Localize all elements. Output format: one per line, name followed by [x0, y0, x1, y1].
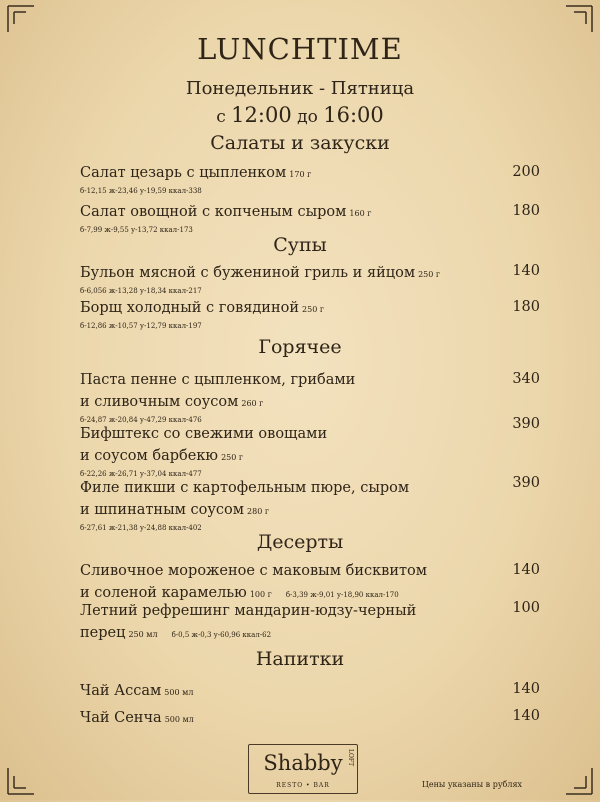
item-name-line1: Сливочное мороженое с маковым бисквитом	[80, 563, 428, 579]
item-weight: 500 мл	[164, 715, 194, 724]
item-name: Чай Сенча	[80, 710, 162, 726]
item-name-line2: и шпинатным соусом	[80, 502, 245, 518]
section-title-soups: Супы	[273, 234, 327, 256]
item-weight: 100 г	[249, 590, 272, 599]
item-price: 340	[512, 371, 540, 387]
hours-end: 16:00	[323, 103, 384, 127]
hours-start: 12:00	[231, 103, 292, 127]
item-weight: 160 г	[349, 209, 372, 218]
menu-item-caesar	[80, 162, 520, 196]
item-price: 140	[512, 708, 540, 724]
item-name-line2: и соусом барбекю	[80, 448, 219, 464]
menu-item-borscht	[80, 297, 520, 331]
item-weight: 250 г	[418, 270, 441, 279]
item-weight: 250 мл	[128, 630, 158, 639]
item-nutrition: б-22,26 ж-26,71 у-37,04 ккал-477	[80, 470, 202, 478]
item-nutrition: б-3,39 ж-9,01 у-18,90 ккал-170	[285, 591, 399, 599]
item-nutrition: б-6,056 ж-13,28 у-18,34 ккал-217	[80, 287, 202, 295]
section-title-desserts: Десерты	[256, 531, 344, 553]
item-name-line1: Летний рефрешинг мандарин-юдзу-черный	[80, 603, 417, 619]
item-name-line2: перец	[80, 625, 126, 641]
section-title-hot: Горячее	[258, 336, 342, 358]
logo-brand: Shabby	[263, 751, 343, 775]
menu-item-pasta	[80, 369, 520, 425]
item-name-line2: и соленой карамелью	[80, 585, 247, 601]
item-nutrition: б-7,99 ж-9,55 у-13,72 ккал-173	[80, 226, 193, 234]
item-price: 180	[512, 203, 540, 219]
item-name: Борщ холодный с говядиной	[80, 300, 300, 316]
corner-ornament-icon	[556, 758, 596, 798]
section-title-salads: Салаты и закуски	[210, 132, 390, 154]
hours-prefix: с	[216, 107, 226, 127]
item-name-line1: Филе пикши с картофельным пюре, сыром	[80, 480, 410, 496]
item-price: 390	[512, 416, 540, 432]
menu-item-broth	[80, 262, 520, 296]
logo-loft: LOFT	[347, 749, 354, 767]
hours-mid: до	[297, 107, 318, 127]
item-name: Чай Ассам	[80, 683, 162, 699]
item-price: 140	[512, 562, 540, 578]
item-nutrition: б-12,15 ж-23,46 у-19,59 ккал-338	[80, 187, 202, 195]
item-price: 100	[512, 600, 540, 616]
menu-item-haddock	[80, 477, 520, 533]
item-weight: 170 г	[289, 170, 312, 179]
menu-hours	[0, 103, 600, 127]
item-name-line2: и сливочным соусом	[80, 394, 239, 410]
item-nutrition: б-24,87 ж-20,84 у-47,29 ккал-476	[80, 416, 202, 424]
item-price: 200	[512, 164, 540, 180]
brand-logo	[248, 744, 358, 794]
corner-ornament-icon	[4, 758, 44, 798]
item-price: 390	[512, 475, 540, 491]
menu-item-steak	[80, 423, 520, 479]
item-name: Салат овощной с копченым сыром	[80, 204, 347, 220]
item-name: Бульон мясной с бужениной гриль и яйцом	[80, 265, 416, 281]
menu-item-veg-salad	[80, 201, 520, 235]
item-name: Салат цезарь с цыпленком	[80, 165, 287, 181]
item-nutrition: б-0,5 ж-0,3 у-60,96 ккал-62	[171, 631, 272, 639]
menu-item-sencha	[80, 707, 520, 731]
item-name-line1: Паста пенне с цыпленком, грибами	[80, 372, 356, 388]
logo-tagline: RESTO • BAR	[276, 782, 330, 789]
item-nutrition: б-27,61 ж-21,38 у-24,88 ккал-402	[80, 524, 202, 532]
item-weight: 250 г	[221, 453, 244, 462]
menu-item-assam	[80, 680, 520, 704]
price-currency-note: Цены указаны в рублях	[421, 780, 522, 789]
item-weight: 500 мл	[164, 688, 194, 697]
item-weight: 260 г	[241, 399, 264, 408]
item-nutrition: б-12,86 ж-10,57 у-12,79 ккал-197	[80, 322, 202, 330]
section-title-drinks: Напитки	[255, 648, 345, 670]
item-price: 140	[512, 263, 540, 279]
item-weight: 250 г	[302, 305, 325, 314]
item-name-line1: Бифштекс со свежими овощами	[80, 426, 328, 442]
menu-days: Понедельник - Пятница	[185, 78, 415, 99]
menu-item-refresher	[80, 600, 520, 646]
item-weight: 280 г	[247, 507, 270, 516]
item-price: 140	[512, 681, 540, 697]
menu-title: LUNCHTIME	[197, 32, 403, 66]
item-price: 180	[512, 299, 540, 315]
